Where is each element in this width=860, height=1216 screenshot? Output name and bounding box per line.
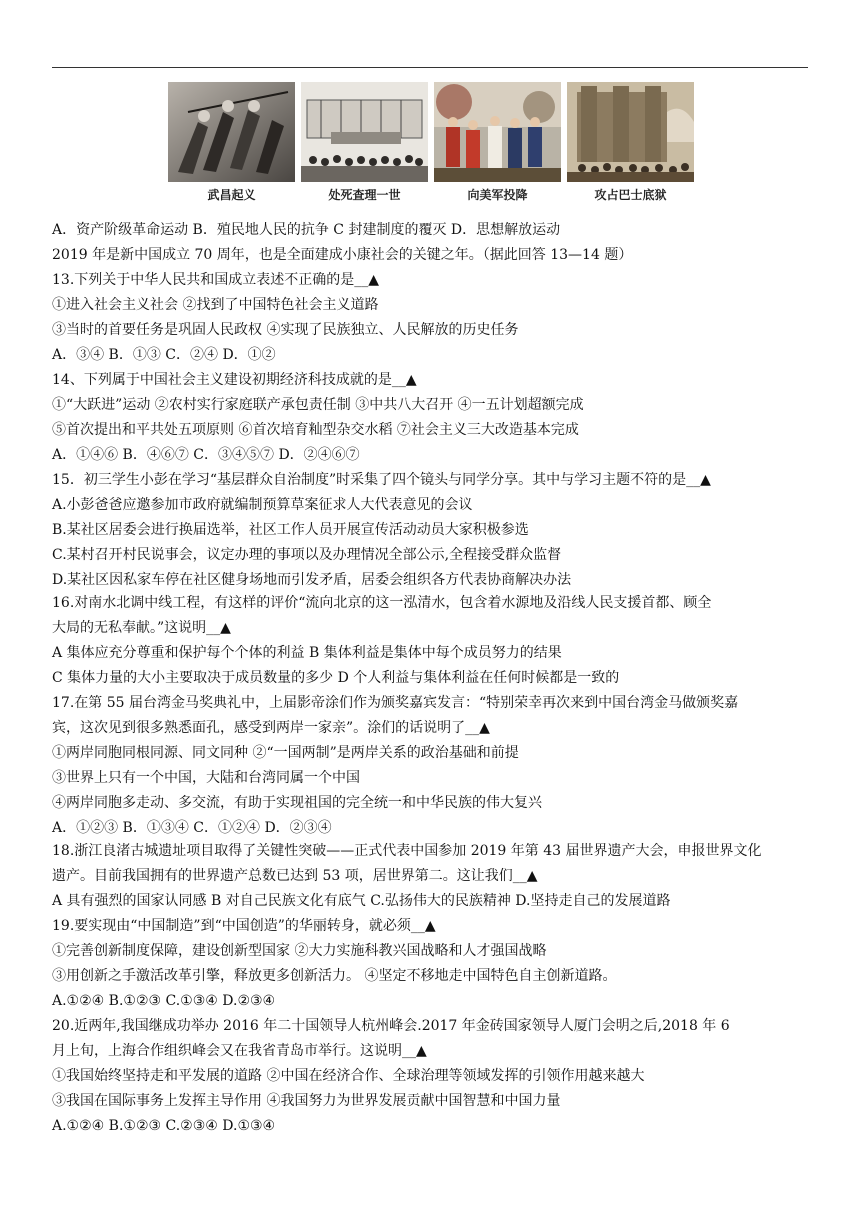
caption-surrender: 向美军投降 (467, 188, 528, 202)
wuchang-uprising-image (168, 82, 295, 182)
q17-stem-2: 宾，这次见到很多熟悉面孔，感受到两岸一家亲”。涂们的话说明了__▲ (52, 720, 490, 736)
q16-options-cd: C 集体力量的大小主要取决于成员数量的多少 D 个人利益与集体利益在任何时候都是一致的 (52, 670, 620, 686)
header-rule (52, 67, 808, 68)
q14-items-1: ①“大跃进”运动 ②农村实行家庭联产承包责任制 ③中共八大召开 ④一五计划超额完成 (52, 397, 584, 413)
q18-stem-1: 18.浙江良渚古城遗址项目取得了关键性突破——正式代表中国参加 2019 年第 43 届世界遗产大会，申报世界文化 (52, 843, 762, 859)
q20-stem-2: 月上旬，上海合作组织峰会又在我省青岛市举行。这说明__▲ (52, 1043, 427, 1059)
picture-storming-bastille (567, 82, 694, 182)
q14-items-2: ⑤首次提出和平共处五项原则 ⑥首次培育籼型杂交水稻 ⑦社会主义三大改造基本完成 (52, 422, 579, 438)
picture-execution-charles (301, 82, 428, 182)
q13-item-1-2: ①进入社会主义社会 ②找到了中国特色社会主义道路 (52, 297, 379, 313)
q12-options: A．资产阶级革命运动 B．殖民地人民的抗争 C 封建制度的覆灭 D．思想解放运动 (52, 222, 561, 238)
q17-item-3: ③世界上只有一个中国，大陆和台湾同属一个中国 (52, 770, 360, 786)
q19-item-3-4: ③用创新之手激活改革引擎，释放更多创新活力。 ④坚定不移地走中国特色自主创新道路。 (52, 968, 617, 984)
q19-item-1-2: ①完善创新制度保障，建设创新型国家 ②大力实施科教兴国战略和人才强国战略 (52, 943, 547, 959)
q17-options: A．①②③ B．①③④ C．①②④ D．②③④ (52, 820, 332, 836)
q20-options: A.①②④ B.①②③ C.②③④ D.①③④ (52, 1118, 276, 1134)
q14-stem: 14、下列属于中国社会主义建设初期经济科技成就的是__▲ (52, 372, 417, 388)
q17-stem-1: 17.在第 55 届台湾金马奖典礼中，上届影帝涂们作为颁奖嘉宾发言：“特别荣幸再次来到中国台湾金马做颁奖嘉 (52, 695, 739, 711)
caption-wuchang-uprising: 武昌起义 (207, 188, 256, 202)
q15-option-b: B.某社区居委会进行换届选举，社区工作人员开展宣传活动动员大家积极参选 (52, 522, 529, 538)
q13-options: A．③④ B．①③ C．②④ D．①② (52, 347, 276, 363)
picture-wuchang-uprising (168, 82, 295, 182)
q15-option-d: D.某社区因私家车停在社区健身场地而引发矛盾，居委会组织各方代表协商解决办法 (52, 572, 572, 588)
q15-option-a: A.小彭爸爸应邀参加市政府就编制预算草案征求人大代表意见的会议 (52, 497, 473, 513)
q16-stem-2: 大局的无私奉献。”这说明__▲ (52, 620, 231, 636)
picture-strip (168, 82, 694, 208)
caption-execution-charles: 处死查理一世 (328, 188, 401, 202)
q14-options: A．①④⑥ B．④⑥⑦ C．③④⑤⑦ D．②④⑥⑦ (52, 447, 360, 463)
q16-stem-1: 16.对南水北调中线工程，有这样的评价“流向北京的这一泓清水，包含着水源地及沿线人民支援首都、顾全 (52, 595, 712, 611)
q18-stem-2: 遗产。目前我国拥有的世界遗产总数已达到 53 项，居世界第二。这让我们__▲ (52, 868, 538, 884)
execution-charles-image (301, 82, 428, 182)
surrender-image (434, 82, 561, 182)
q13-stem: 13.下列关于中华人民共和国成立表述不正确的是__▲ (52, 272, 380, 288)
caption-bastille: 攻占巴士底狱 (594, 188, 667, 202)
q17-item-4: ④两岸同胞多走动、多交流，有助于实现祖国的完全统一和中华民族的伟大复兴 (52, 795, 542, 811)
q15-option-c: C.某村召开村民说事会，议定办理的事项以及办理情况全部公示,全程接受群众监督 (52, 547, 562, 563)
q19-stem: 19.要实现由“中国制造”到“中国创造”的华丽转身，就必须__▲ (52, 918, 436, 934)
q20-item-3-4: ③我国在国际事务上发挥主导作用 ④我国努力为世界发展贡献中国智慧和中国力量 (52, 1093, 561, 1109)
q20-item-1-2: ①我国始终坚持走和平发展的道路 ②中国在经济合作、全球治理等领域发挥的引领作用越来越大 (52, 1068, 645, 1084)
q19-options: A.①②④ B.①②③ C.①③④ D.②③④ (52, 993, 276, 1009)
q17-item-1-2: ①两岸同胞同根同源、同文同种 ②“一国两制”是两岸关系的政治基础和前提 (52, 745, 519, 761)
q13-item-3-4: ③当时的首要任务是巩固人民政权 ④实现了民族独立、人民解放的历史任务 (52, 322, 519, 338)
picture-surrender-to-american-army (434, 82, 561, 182)
q16-options-ab: A 集体应充分尊重和保护每个个体的利益 B 集体利益是集体中每个成员努力的结果 (52, 645, 562, 661)
q15-stem: 15．初三学生小彭在学习“基层群众自治制度”时采集了四个镜头与同学分享。其中与学习主题不符的是__▲ (52, 472, 711, 488)
q18-options: A 具有强烈的国家认同感 B 对自己民族文化有底气 C.弘扬伟大的民族精神 D.坚持走自己的发展道路 (52, 893, 671, 909)
bastille-image (567, 82, 694, 182)
intro-13-14: 2019 年是新中国成立 70 周年，也是全面建成小康社会的关键之年。（据此回答 13—14 题） (52, 247, 633, 263)
q20-stem-1: 20.近两年,我国继成功举办 2016 年二十国领导人杭州峰会.2017 年金砖国家领导人厦门会明之后,2018 年 6 (52, 1018, 730, 1034)
